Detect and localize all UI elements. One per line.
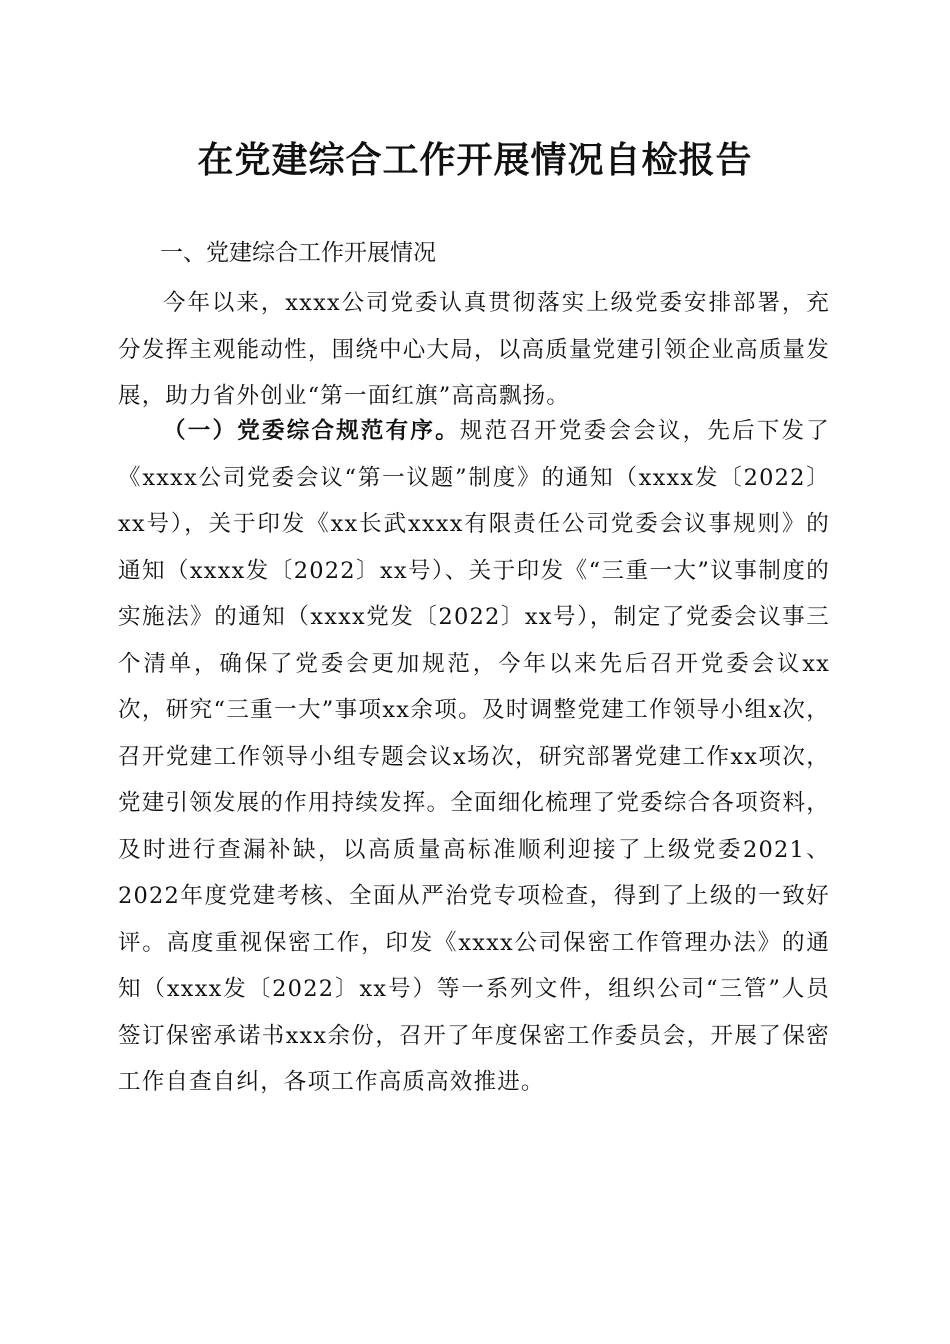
paragraph-lead: （一）党委综合规范有序。 [163, 418, 460, 444]
document-title: 在党建综合工作开展情况自检报告 [197, 139, 753, 181]
section-heading: 一、党建综合工作开展情况 [160, 240, 436, 266]
paragraph-intro: 今年以来，xxxx公司党委认真贯彻落实上级党委安排部署，充分发挥主观能动性，围绕中心大局，以高质量党建引领企业高质量发展，助力省外创业“第一面红旗”高高飘扬。 [118, 290, 830, 409]
paragraph-body: 规范召开党委会会议，先后下发了《xxxx公司党委会议“第一议题”制度》的通知（xxxx发〔2022〕xx号），关于印发《xx长武xxxx有限责任公司党委会议事规则》的通知（xxxx发〔2022〕xx号）、关于印发《“三重一大”议事制度的实施法》的通知（xxxx党发〔2022〕xx号），制定了党委会议事三个清单，确保了党委会更加规范，今年以来先后召开党委会议xx次，研究“三重一大”事项xx余项。及时调整党建工作领导小组x次，召开党建工作领导小组专题会议x场次，研究部署党建工作xx项次，党建引领发展的作用持续发挥。全面细化梳理了党委综合各项资料，及时进行查漏补缺，以高质量高标准顺利迎接了上级党委2021、2022年度党建考核、全面从严治党专项检查，得到了上级的一致好评。高度重视保密工作，印发《xxxx公司保密工作管理办法》的通知（xxxx发〔2022〕xx号）等一系列文件，组织公司“三管”人员签订保密承诺书xxx余份，召开了年度保密工作委员会，开展了保密工作自查自纠，各项工作高质高效推进。 [118, 418, 830, 1095]
paragraph-party-committee [118, 408, 830, 1106]
